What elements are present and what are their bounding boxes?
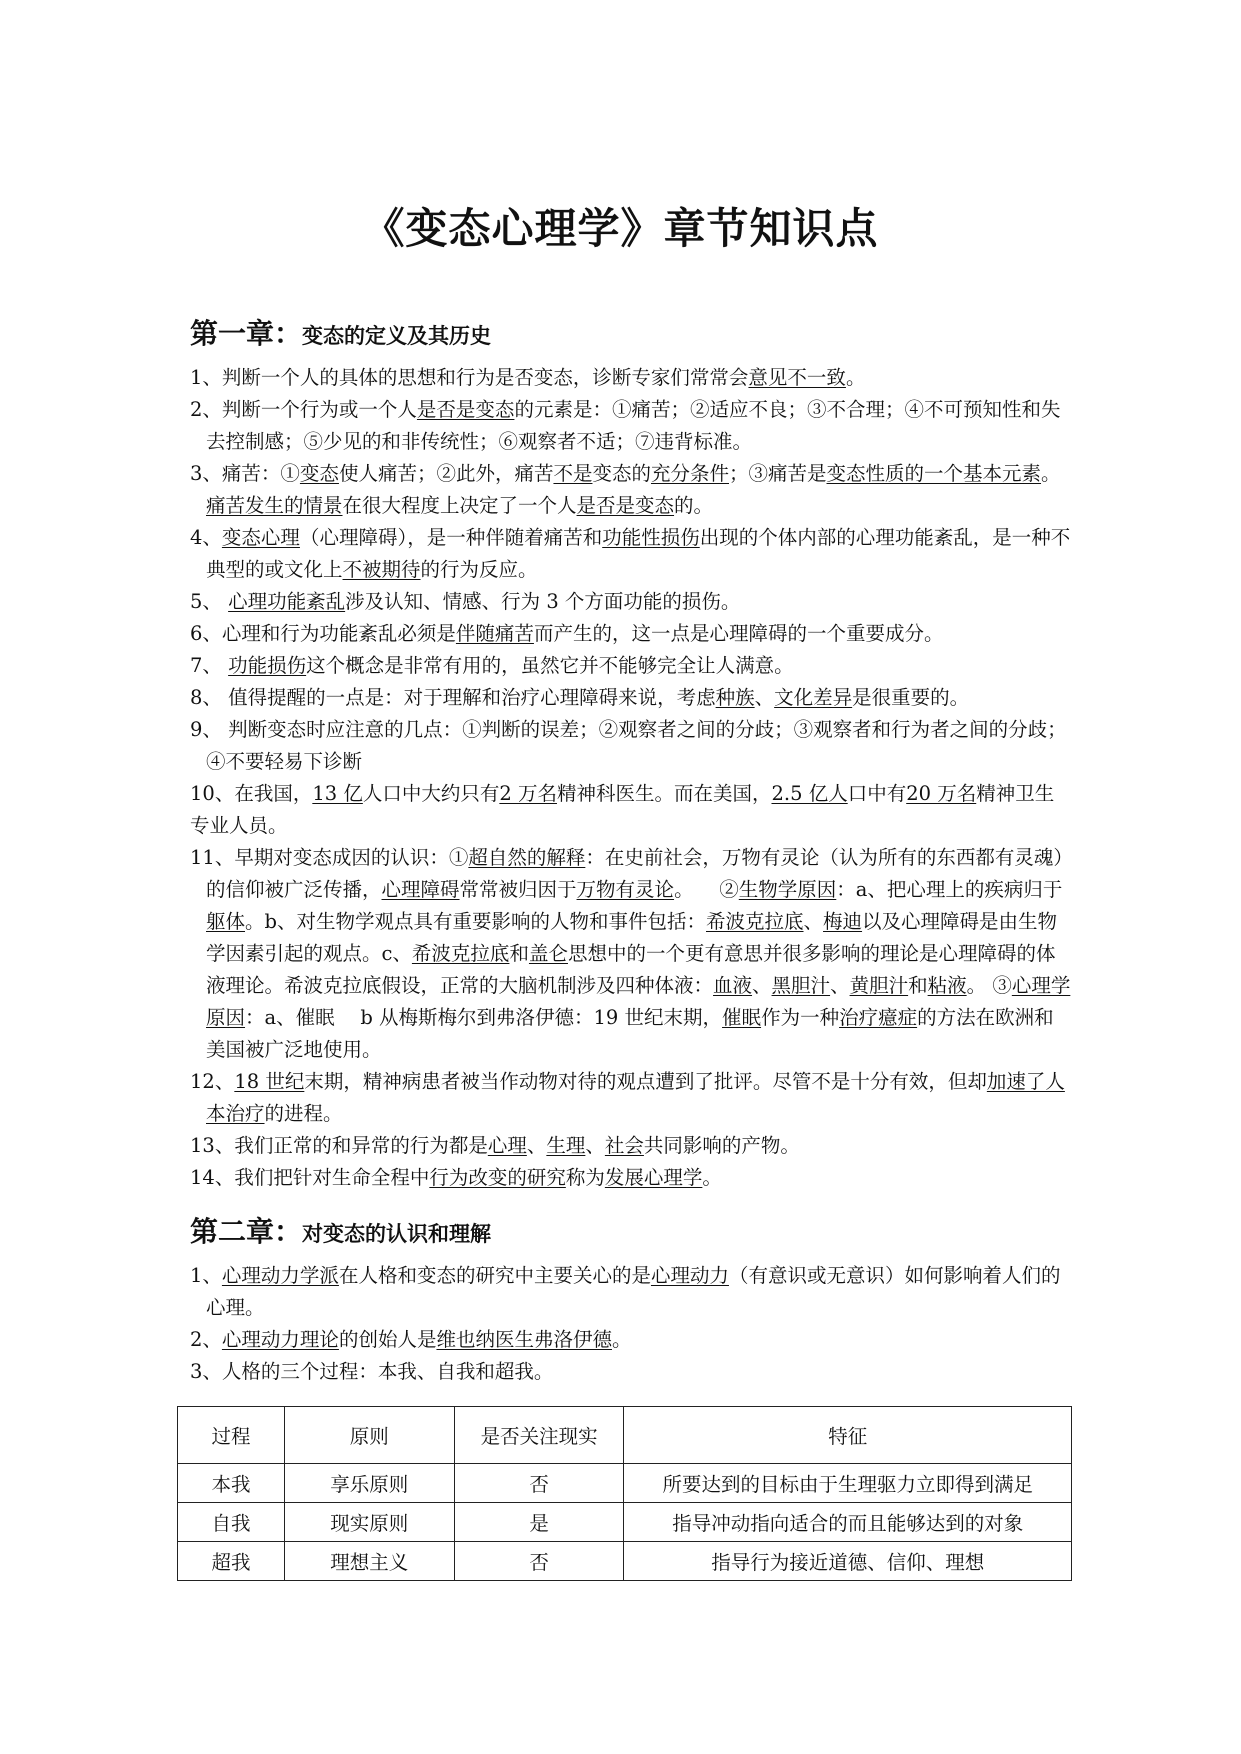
underlined-term: 意见不一致 — [748, 366, 846, 389]
item-text: 。 — [611, 1328, 632, 1351]
underlined-term: 心理功能紊乱 — [228, 590, 346, 613]
item-text: 口中有 — [847, 782, 907, 805]
item-text: 变态的 — [592, 462, 651, 485]
underlined-term: 伴随痛苦 — [455, 622, 534, 645]
item-text: 、 — [830, 974, 850, 997]
item-text: 8、 值得提醒的一点是：对于理解和治疗心理障碍来说，考虑 — [190, 686, 716, 709]
personality-process-table — [177, 1406, 1072, 1581]
table-cell: 享乐原则 — [284, 1464, 454, 1503]
item-text: 。 ② — [674, 878, 739, 901]
item-text: 11、早期对变态成因的认识：① — [190, 846, 469, 869]
underlined-term: 变态心理 — [221, 526, 300, 549]
item-text: 的。 — [674, 494, 714, 517]
item-text: 、 — [803, 910, 824, 933]
underlined-term: 是否是变态 — [576, 494, 675, 517]
table-cell: 现实原则 — [284, 1503, 454, 1542]
item-text: 2、 — [190, 1328, 222, 1351]
item-text: 以及心理障碍是由生物学因素引起的观点。c、 — [206, 910, 1058, 965]
underlined-term: 维也纳医生弗洛伊德 — [436, 1328, 612, 1351]
item-text: 5、 — [190, 590, 229, 613]
item-text: ：a、催眠 b 从梅斯梅尔到弗洛伊德：19 世纪末期， — [245, 1006, 723, 1029]
underlined-term: 18 世纪 — [234, 1070, 305, 1093]
item-text: 常常被归因于 — [459, 878, 577, 901]
item-text: 的方法在欧洲和美国被广泛地使用。 — [206, 1006, 1054, 1061]
underlined-term: 生理 — [546, 1134, 586, 1157]
list-item — [190, 682, 1072, 714]
item-text: 2、判断一个行为或一个人 — [190, 398, 417, 421]
table-cell: 理想主义 — [284, 1542, 454, 1581]
underlined-term: 20 万名 — [906, 782, 977, 805]
item-text: 4、 — [190, 526, 222, 549]
item-text: 的创始人是 — [338, 1328, 437, 1351]
item-text: 而产生的，这一点是心理障碍的一个重要成分。 — [533, 622, 944, 645]
underlined-term: 2.5 亿人 — [771, 782, 848, 805]
list-item — [190, 1162, 1072, 1194]
underlined-term: 心理动力学派 — [221, 1264, 339, 1287]
item-text: 。b、对生物学观点具有重要影响的人物和事件包括： — [245, 910, 706, 933]
chapter-2-label: 第二章 — [190, 1215, 275, 1248]
item-text: 14、我们把针对生命全程中 — [190, 1166, 430, 1189]
underlined-term: 催眠 — [722, 1006, 762, 1029]
underlined-term: 希波克拉底 — [706, 910, 804, 933]
item-text: 在很大程度上决定了一个人 — [342, 494, 577, 517]
table-header-cell: 是否关注现实 — [454, 1407, 624, 1464]
table-row — [178, 1464, 1072, 1503]
item-text: 、 — [752, 974, 772, 997]
underlined-term: 心理障碍 — [381, 878, 460, 901]
underlined-term: 13 亿 — [312, 782, 363, 805]
item-text: 共同影响的产物。 — [643, 1134, 800, 1157]
list-item — [190, 586, 1072, 618]
item-text: 和 — [908, 974, 928, 997]
item-text: 3、人格的三个过程：本我、自我和超我。 — [190, 1360, 554, 1383]
item-text: 的元素是：①痛苦；②适应不良；③不合理；④不可预知性和失去控制感；⑤少见的和非传统性；⑥观察者不适；⑦违背标准。 — [206, 398, 1061, 453]
chapter-2-items — [190, 1260, 1072, 1388]
list-item — [190, 394, 1072, 458]
list-item — [190, 778, 1072, 842]
table-header-cell: 原则 — [284, 1407, 454, 1464]
underlined-term: 不是 — [553, 462, 593, 485]
table-cell: 指导行为接近道德、信仰、理想 — [624, 1542, 1072, 1581]
document-body — [190, 312, 1072, 1388]
list-item — [190, 522, 1072, 586]
underlined-term: 希波克拉底 — [411, 942, 510, 965]
item-text: 精神科医生。而在美国， — [556, 782, 772, 805]
list-item — [190, 650, 1072, 682]
item-text: 7、 — [190, 654, 229, 677]
item-text: 13、我们正常的和异常的行为都是 — [190, 1134, 488, 1157]
document-title: 《变态心理学》章节知识点 — [362, 204, 879, 253]
item-text: 思想中的一个更有意思并很多影响的理论是心理障碍的体液理论。希波克拉底假设，正常的大脑机制涉及四种体液： — [206, 942, 1056, 997]
list-item — [190, 1066, 1072, 1130]
item-text: 精神卫生专业人员。 — [190, 782, 1055, 837]
table-row — [178, 1503, 1072, 1542]
underlined-term: 粘液 — [927, 974, 967, 997]
underlined-term: 文化差异 — [774, 686, 853, 709]
item-text: 使人痛苦；②此外，痛苦 — [338, 462, 554, 485]
underlined-term: 血液 — [713, 974, 753, 997]
table-cell: 所要达到的目标由于生理驱力立即得到满足 — [624, 1464, 1072, 1503]
item-text: ：a、把心理上的疾病归于 — [836, 878, 1063, 901]
list-item — [190, 618, 1072, 650]
item-text: 9、 判断变态时应注意的几点：①判断的误差；②观察者之间的分歧；③观察者和行为者之间的分歧；④不要轻易下诊断 — [190, 718, 1067, 773]
underlined-term: 行为改变的研究 — [429, 1166, 566, 1189]
item-text: 的行为反应。 — [420, 558, 538, 581]
list-item — [190, 458, 1072, 522]
item-text: 12、 — [190, 1070, 235, 1093]
item-text: 涉及认知、情感、行为 3 个方面功能的损伤。 — [345, 590, 741, 613]
underlined-term: 功能性损伤 — [602, 526, 700, 549]
chapter-1-subtitle: 变态的定义及其历史 — [302, 324, 492, 348]
item-text: 10、在我国， — [190, 782, 313, 805]
table-header-cell: 特征 — [624, 1407, 1072, 1464]
item-text: 出现的个体内部的心理功能紊乱，是一种不典型的或文化上 — [206, 526, 1071, 581]
chapter-2-subtitle: 对变态的认识和理解 — [302, 1222, 492, 1246]
item-text: 末期，精神病患者被当作动物对待的观点遭到了批评。尽管不是十分有效，但却 — [304, 1070, 987, 1093]
item-text: 称为 — [565, 1166, 605, 1189]
underlined-term: 加速了人本治疗 — [206, 1070, 1065, 1125]
underlined-term: 心理 — [487, 1134, 527, 1157]
item-text: （心理障碍），是一种伴随着痛苦和 — [299, 526, 603, 549]
underlined-term: 盖仑 — [528, 942, 568, 965]
underlined-term: 变态性质的一个基本元素 — [826, 462, 1042, 485]
table-cell: 是 — [454, 1503, 624, 1542]
item-text: 3、痛苦：① — [190, 462, 300, 485]
list-item — [190, 1324, 1072, 1356]
underlined-term: 社会 — [604, 1134, 644, 1157]
item-text: 在人格和变态的研究中主要关心的是 — [338, 1264, 651, 1287]
underlined-term: 2 万名 — [499, 782, 557, 805]
underlined-term: 是否是变态 — [416, 398, 515, 421]
item-text: 的进程。 — [264, 1102, 343, 1125]
underlined-term: 发展心理学 — [604, 1166, 703, 1189]
underlined-term: 痛苦发生的情景 — [206, 494, 343, 517]
underlined-term: 万物有灵论 — [576, 878, 675, 901]
table-header-cell: 过程 — [178, 1407, 285, 1464]
table-row — [178, 1542, 1072, 1581]
item-text: 这个概念是非常有用的，虽然它并不能够完全让人满意。 — [306, 654, 794, 677]
underlined-term: 生物学原因 — [738, 878, 837, 901]
item-text: 是很重要的。 — [852, 686, 970, 709]
underlined-term: 心理学原因 — [206, 974, 1071, 1029]
item-text: ：在史前社会，万物有灵论（认为所有的东西都有灵魂）的信仰被广泛传播， — [206, 846, 1064, 901]
item-text: 、 — [754, 686, 775, 709]
chapter-1-items — [190, 362, 1072, 1194]
underlined-term: 充分条件 — [650, 462, 729, 485]
item-text: 6、心理和行为功能紊乱必须是 — [190, 622, 456, 645]
item-text: 。 — [702, 1166, 722, 1189]
chapter-2-heading — [190, 1210, 1072, 1250]
list-item — [190, 1260, 1072, 1324]
underlined-term: 超自然的解释 — [468, 846, 586, 869]
table-cell: 指导冲动指向适合的而且能够达到的对象 — [624, 1503, 1072, 1542]
underlined-term: 黄胆汁 — [849, 974, 909, 997]
table-cell: 超我 — [178, 1542, 285, 1581]
underlined-term: 梅迪 — [823, 910, 863, 933]
table-cell: 否 — [454, 1464, 624, 1503]
underlined-term: 功能损伤 — [228, 654, 307, 677]
item-text: 作为一种 — [761, 1006, 840, 1029]
item-text: 、 — [585, 1134, 605, 1157]
item-text: 人口中大约只有 — [362, 782, 500, 805]
item-text: 。 — [1041, 462, 1061, 485]
list-item — [190, 714, 1072, 778]
list-item — [190, 1356, 1072, 1388]
list-item — [190, 842, 1072, 1066]
item-text: （有意识或无意识）如何影响着人们的心理。 — [206, 1264, 1061, 1319]
item-text: 。 ③ — [966, 974, 1012, 997]
underlined-term: 黑胆汁 — [771, 974, 831, 997]
item-text: 1、判断一个人的具体的思想和行为是否变态，诊断专家们常常会 — [190, 366, 749, 389]
table-cell: 否 — [454, 1542, 624, 1581]
item-text: 。 — [845, 366, 866, 389]
list-item — [190, 362, 1072, 394]
item-text: 1、 — [190, 1264, 222, 1287]
underlined-term: 心理动力理论 — [221, 1328, 339, 1351]
chapter-2-separator: ： — [274, 1215, 303, 1248]
table-cell: 自我 — [178, 1503, 285, 1542]
item-text: ；③痛苦是 — [729, 462, 827, 485]
list-item — [190, 1130, 1072, 1162]
underlined-term: 治疗癔症 — [839, 1006, 918, 1029]
underlined-term: 种族 — [715, 686, 755, 709]
chapter-1-label: 第一章 — [190, 317, 275, 350]
table-header-row — [178, 1407, 1072, 1464]
underlined-term: 不被期待 — [342, 558, 421, 581]
underlined-term: 心理动力 — [650, 1264, 729, 1287]
item-text: 、 — [526, 1134, 547, 1157]
item-text: 和 — [509, 942, 529, 965]
table-cell: 本我 — [178, 1464, 285, 1503]
chapter-1-separator: ： — [274, 317, 303, 350]
underlined-term: 躯体 — [206, 910, 246, 933]
chapter-1-heading — [190, 312, 1072, 352]
underlined-term: 变态 — [299, 462, 339, 485]
